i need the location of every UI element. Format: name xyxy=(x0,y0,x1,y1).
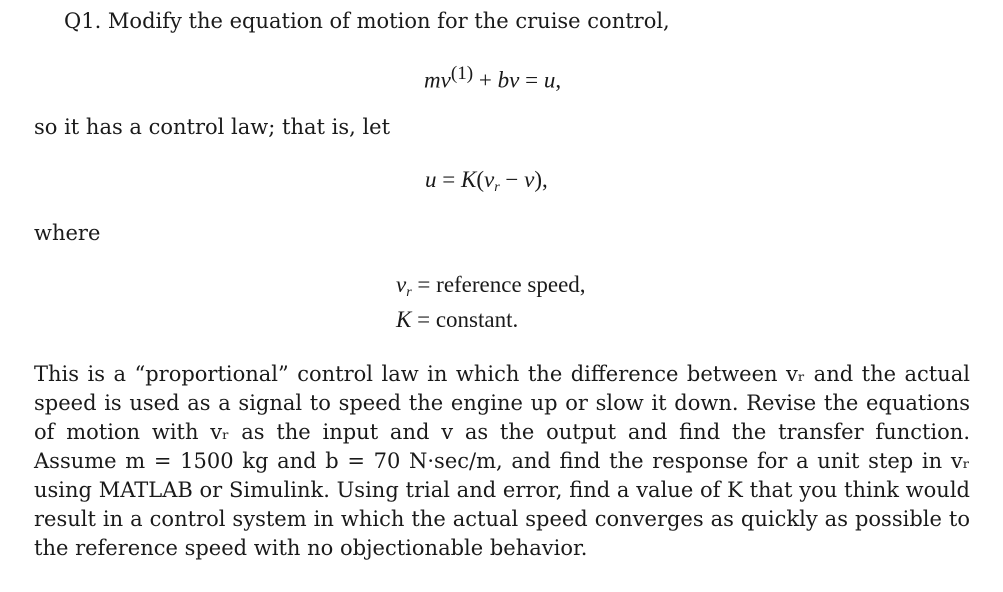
definition-k: K = constant. xyxy=(396,307,519,332)
definition-k-text: constant. xyxy=(435,307,519,332)
definition-vr: $v_r$ = reference speed, xyxy=(396,272,586,300)
problem-paragraph: This is a “proportional” control law in which the difference between vᵣ and the actual speed is used as a signal to speed the engine up or slow it down. Revise the equations of motion with vᵣ as the input and v as the output and find the transfer function. Assume m = 1500 kg and b = 70 N·sec/m, and find the response for a unit step in vᵣ using MATLAB or Simulink. Using trial and error, find a value of K that you think would result in a control system in which the actual speed converges as quickly as possible to the reference speed with no objectionable behavior. xyxy=(34,362,970,560)
equation-of-motion: $mv^{(1)}$ + bv = u, xyxy=(424,63,562,93)
definition-vr-text: reference speed, xyxy=(436,272,586,297)
control-law-equation: $u = K(v_r - v)$, xyxy=(425,167,548,195)
control-law-intro: so it has a control law; that is, let xyxy=(34,115,391,139)
where-label: where xyxy=(34,221,101,245)
question-heading: Q1. Modify the equation of motion for the cruise control, xyxy=(64,9,670,33)
